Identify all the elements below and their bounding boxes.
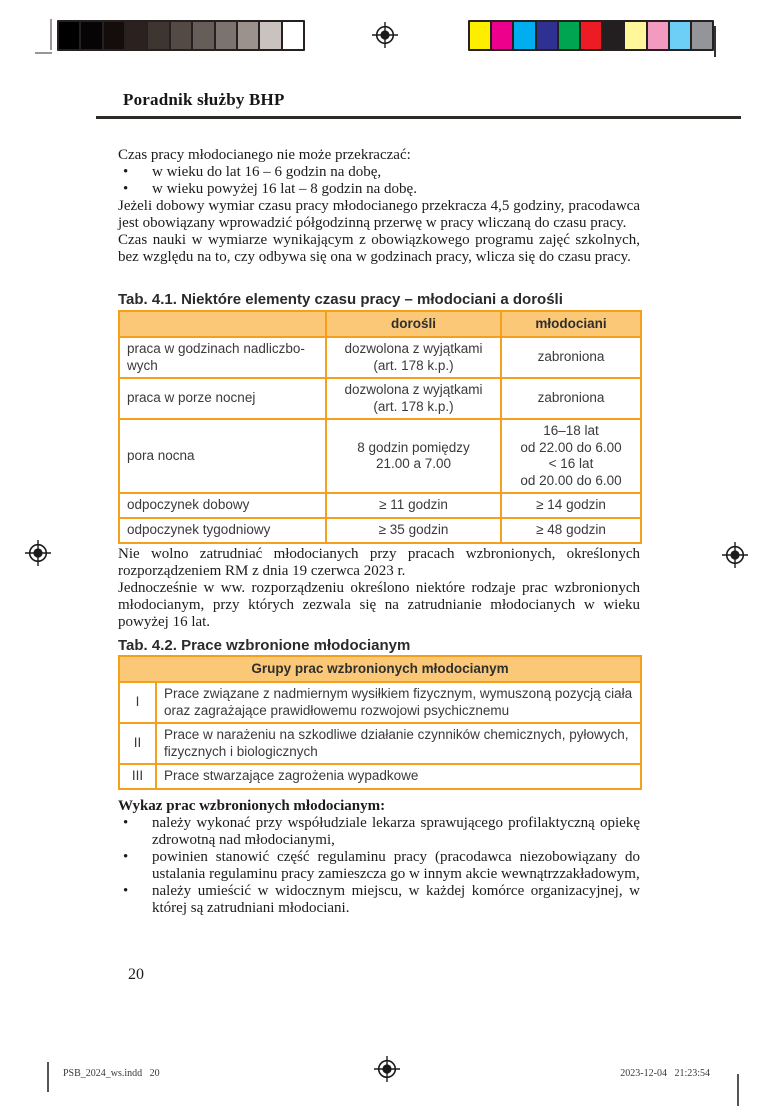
calibration-swatch: [648, 22, 668, 49]
cell-line: dozwolona z wyjątkami: [344, 341, 483, 356]
calibration-swatch: [603, 22, 623, 49]
crop-mark: [50, 19, 52, 50]
calibration-swatch: [59, 22, 79, 49]
grayscale-calibration-bar: [57, 20, 305, 51]
calibration-swatch: [171, 22, 191, 49]
table-row: [119, 682, 641, 723]
cell-line: dozwolona z wyjątkami: [344, 382, 483, 397]
cell-line: < 16 lat: [548, 456, 594, 471]
table-row: [119, 764, 641, 789]
bullet-marker: •: [123, 815, 129, 831]
calibration-swatch: [126, 22, 146, 49]
calibration-swatch: [260, 22, 280, 49]
paragraph: Jeżeli dobowy wymiar czasu pracy młodocianego przekracza 4,5 godziny, pracodawca jest obowiązany wprowadzić półgodzinną przerwę w pracy wliczaną do czasu pracy.: [118, 198, 640, 231]
page-number: 20: [128, 966, 144, 983]
row-label: odpoczynek tygodniowy: [119, 518, 326, 543]
cell-line: od 20.00 do 6.00: [520, 472, 622, 488]
calibration-swatch: [625, 22, 645, 49]
registration-mark-icon: [372, 22, 398, 48]
paragraph: Nie wolno zatrudniać młodocianych przy pracach wzbronionych, określonych rozporządzeniem RM z dnia 19 czerwca 2023 r.: [118, 546, 640, 579]
cell-dorosli: [326, 337, 501, 378]
list-item: [118, 849, 640, 883]
crop-mark: [35, 52, 52, 54]
group-description: Prace związane z nadmiernym wysiłkiem fizycznym, wymuszoną pozycją ciała oraz zagrażające prawidłowemu rozwojowi psychicznemu: [156, 682, 641, 723]
header-cell-dorosli: dorośli: [326, 311, 501, 337]
group-number: II: [119, 723, 156, 764]
calibration-swatch: [238, 22, 258, 49]
cell-line: 21.00 a 7.00: [375, 456, 452, 471]
crop-mark: [714, 26, 716, 57]
cell-dorosli: ≥ 11 godzin: [326, 493, 501, 518]
paragraph: Czas pracy młodocianego nie może przekraczać:: [118, 147, 411, 163]
cell-mlodociani: ≥ 14 godzin: [501, 493, 641, 518]
row-label: praca w godzinach nadliczbowych: [119, 337, 326, 378]
list-item: [118, 815, 640, 849]
bullet-marker: •: [123, 164, 129, 180]
section-heading: Wykaz prac wzbronionych młodocianym:: [118, 798, 386, 814]
calibration-swatch: [148, 22, 168, 49]
calibration-swatch: [283, 22, 303, 49]
table-header-row: [119, 311, 641, 337]
header-cell-empty: [119, 311, 326, 337]
cell-mlodociani: zabroniona: [501, 378, 641, 419]
crop-mark: [737, 1074, 739, 1106]
cell-line: 16–18 lat: [543, 423, 599, 438]
table-row: [119, 378, 641, 419]
bullet-marker: •: [123, 181, 129, 197]
table-4-2-title: Tab. 4.2. Prace wzbronione młodocianym: [118, 637, 411, 654]
list-item: [118, 181, 640, 198]
calibration-swatch: [692, 22, 712, 49]
paragraph: Czas nauki w wymiarze wynikającym z obowiązkowego programu zajęć szkolnych, bez względu na to, czy odbywa się ona w godzinach pracy, wlicza się do czasu pracy.: [118, 232, 640, 265]
bullet-marker: •: [123, 883, 129, 899]
cell-line: od 22.00 do 6.00: [520, 439, 622, 455]
group-description: Prace stwarzające zagrożenia wypadkowe: [156, 764, 641, 789]
color-calibration-bar: [468, 20, 714, 51]
cell-dorosli: ≥ 35 godzin: [326, 518, 501, 543]
table-4-1: [118, 310, 642, 544]
table-row: [119, 493, 641, 518]
cell-mlodociani: ≥ 48 godzin: [501, 518, 641, 543]
table-row: [119, 419, 641, 493]
table-row: [119, 518, 641, 543]
cell-mlodociani: [501, 419, 641, 493]
calibration-swatch: [81, 22, 101, 49]
table-row: [119, 723, 641, 764]
middle-section: [118, 546, 640, 631]
cell-line: 8 godzin pomiędzy: [357, 439, 470, 455]
table-4-2: [118, 655, 642, 790]
header-cell-mlodociani: młodociani: [501, 311, 641, 337]
list-item-text: należy wykonać przy współudziale lekarza sprawującego profilaktyczną opiekę zdrowotną nad młodocianymi,: [152, 815, 640, 848]
table-header-row: [119, 656, 641, 682]
header-rule: [96, 116, 741, 119]
calibration-swatch: [104, 22, 124, 49]
list-item: [118, 883, 640, 917]
cell-dorosli: [326, 378, 501, 419]
list-item-text: powinien stanowić część regulaminu pracy (pracodawca niezobowiązany do ustalania regulaminu pracy zamieszcza go w innym akcie wewnątrzzakładowym,: [152, 849, 640, 882]
paragraph: Jednocześnie w ww. rozporządzeniu określono niektóre rodzaje prac wzbronionych młodocianym, przy których zezwala się na zatrudnianie młodocianych w wieku powyżej 16 lat.: [118, 580, 640, 630]
footer-filename: PSB_2024_ws.indd 20: [63, 1068, 160, 1079]
registration-mark-icon: [25, 540, 51, 566]
header-cell-groups: Grupy prac wzbronionych młodocianym: [119, 656, 641, 682]
cell-mlodociani: zabroniona: [501, 337, 641, 378]
calibration-swatch: [514, 22, 534, 49]
list-item-text: należy umieścić w widocznym miejscu, w każdej komórce organizacyjnej, w której są zatrudniani młodociani.: [152, 883, 640, 916]
list-item-text: w wieku powyżej 16 lat – 8 godzin na dobę.: [152, 181, 417, 197]
row-label: odpoczynek dobowy: [119, 493, 326, 518]
list-item: [118, 164, 640, 181]
calibration-swatch: [537, 22, 557, 49]
list-item-text: w wieku do lat 16 – 6 godzin na dobę,: [152, 164, 382, 180]
group-number: III: [119, 764, 156, 789]
calibration-swatch: [193, 22, 213, 49]
group-number: I: [119, 682, 156, 723]
cell-line: (art. 178 k.p.): [373, 357, 454, 373]
table-row: [119, 337, 641, 378]
calibration-swatch: [470, 22, 490, 49]
calibration-swatch: [559, 22, 579, 49]
cell-dorosli: [326, 419, 501, 493]
wykaz-section: [118, 798, 640, 917]
calibration-swatch: [670, 22, 690, 49]
group-description: Prace w narażeniu na szkodliwe działanie czynników chemicznych, pyłowych, fizycznych i biologicznych: [156, 723, 641, 764]
calibration-swatch: [216, 22, 236, 49]
calibration-swatch: [581, 22, 601, 49]
calibration-swatch: [492, 22, 512, 49]
cell-line: (art. 178 k.p.): [373, 398, 454, 414]
table-4-1-title: Tab. 4.1. Niektóre elementy czasu pracy – młodociani a dorośli: [118, 291, 563, 308]
row-label: praca w porze nocnej: [119, 378, 326, 419]
running-header-title: Poradnik służby BHP: [123, 90, 285, 109]
registration-mark-icon: [722, 542, 748, 568]
bullet-marker: •: [123, 849, 129, 865]
registration-mark-icon: [374, 1056, 400, 1082]
intro-section: [118, 147, 640, 266]
crop-mark: [47, 1062, 49, 1092]
row-label: pora nocna: [119, 419, 326, 493]
footer-timestamp: 2023-12-04 21:23:54: [620, 1068, 710, 1079]
